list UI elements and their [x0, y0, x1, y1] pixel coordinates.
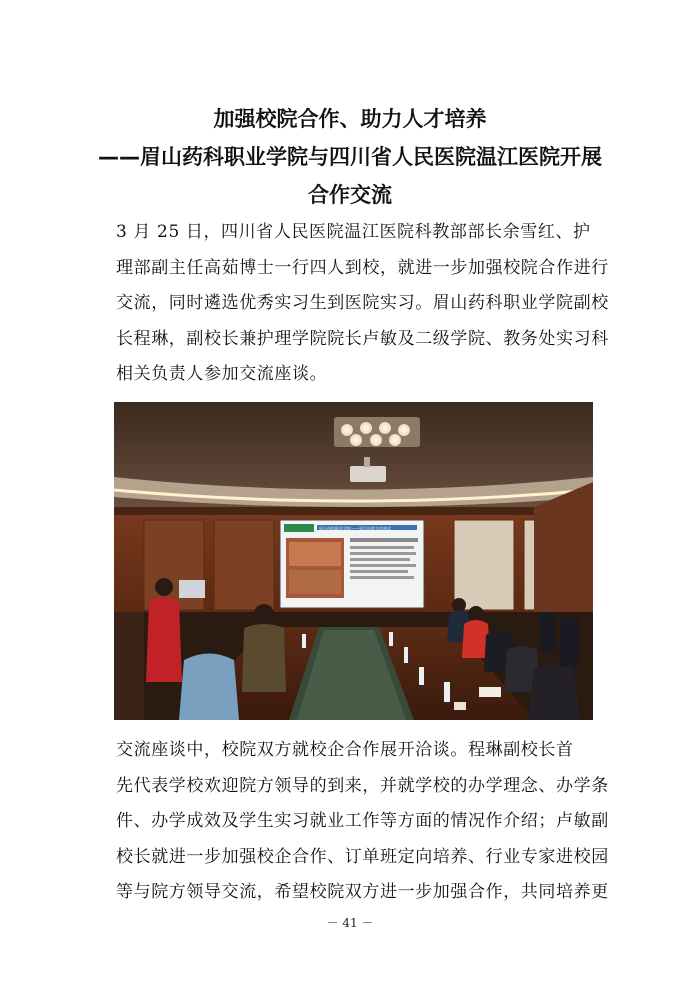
paragraph-line: 理部副主任高茹博士一行四人到校，就进一步加强校院合作进行 — [116, 257, 609, 278]
title-line-3: 合作交流 — [308, 183, 392, 207]
paragraph-line: 交流，同时遴选优秀实习生到医院实习。眉山药科职业学院副校 — [116, 293, 609, 313]
paragraph-1 — [116, 215, 616, 393]
paragraph-line: 交流座谈中，校院双方就校企合作展开洽谈。程琳副校长首 — [116, 740, 574, 760]
screen-heading: 眉山药科职业学院——温江医院交流座谈 — [319, 526, 391, 531]
paragraph-line: 相关负责人参加交流座谈。 — [116, 364, 328, 384]
title-line-2: ——眉山药科职业学院与四川省人民医院温江医院开展 — [98, 145, 602, 169]
paragraph-line: 校长就进一步加强校企合作、订单班定向培养、行业专家进校园 — [116, 846, 609, 867]
title-line-1: 加强校院合作、助力人才培养 — [213, 107, 487, 131]
paragraph-line: 长程琳，副校长兼护理学院院长卢敏及二级学院、教务处实习科 — [116, 328, 609, 349]
article-title — [0, 100, 700, 214]
paragraph-line: 3 月 25 日，四川省人民医院温江医院科教部部长余雪红、护 — [116, 222, 591, 242]
paragraph-line: 等与院方领导交流，希望校院双方进一步加强合作，共同培养更 — [116, 882, 609, 902]
paragraph-line: 件、办学成效及学生实习就业工作等方面的情况作介绍；卢敏副 — [116, 811, 609, 831]
page-number: － 41 － — [326, 916, 374, 930]
meeting-photo — [114, 402, 593, 720]
paragraph-2 — [116, 733, 616, 911]
paragraph-line: 先代表学校欢迎院方领导的到来，并就学校的办学理念、办学条 — [116, 775, 609, 796]
